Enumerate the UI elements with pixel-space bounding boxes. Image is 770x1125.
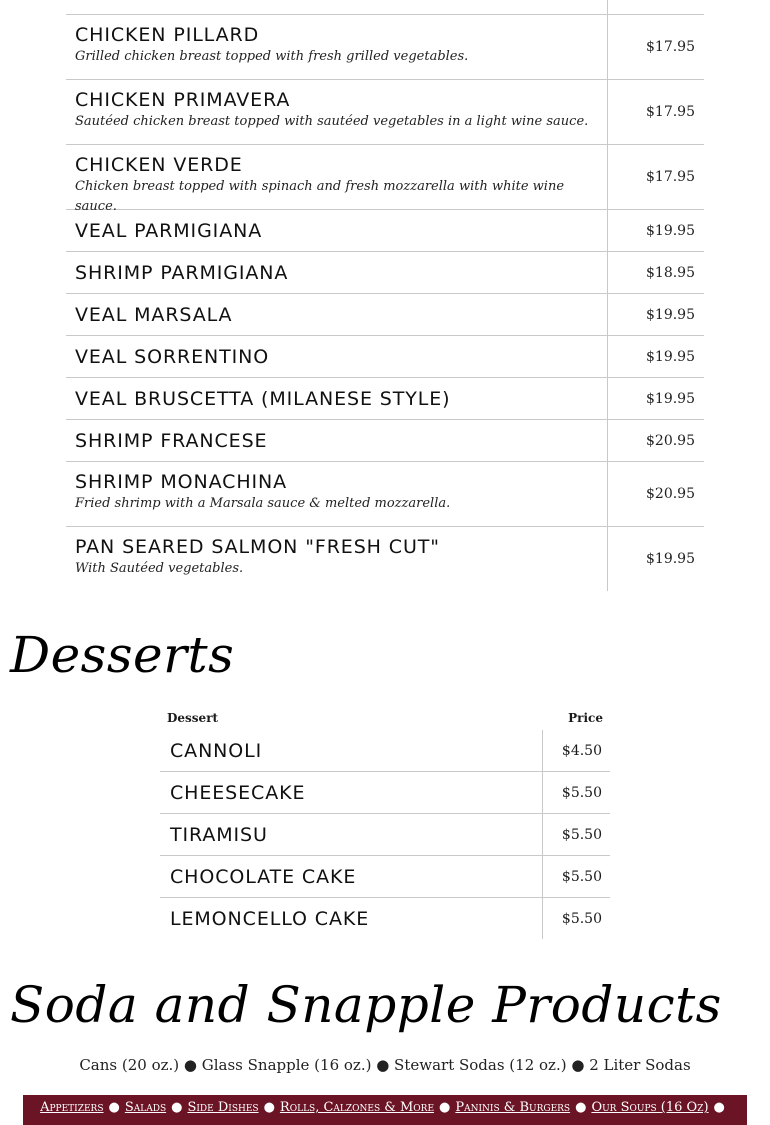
menu-item-name-cell xyxy=(66,252,608,293)
dessert-name: TIRAMISU xyxy=(170,823,268,846)
price-column-header: Price xyxy=(568,711,603,725)
dessert-name-cell xyxy=(160,730,543,771)
menu-item-name: SHRIMP FRANCESE xyxy=(75,429,268,452)
dessert-row xyxy=(160,730,610,771)
menu-item-price: $19.95 xyxy=(646,306,695,323)
menu-item-price: $20.95 xyxy=(646,432,695,449)
menu-item-name-cell xyxy=(66,15,608,79)
menu-item-name: VEAL BRUSCETTA (MILANESE STYLE) xyxy=(75,387,451,410)
dessert-name: CHEESECAKE xyxy=(170,781,306,804)
menu-item-price: $17.95 xyxy=(646,39,695,55)
desserts-heading: Desserts xyxy=(10,626,235,684)
nav-separator: ● xyxy=(171,1100,183,1115)
dessert-row xyxy=(160,897,610,939)
menu-item-name: VEAL PARMIGIANA xyxy=(75,219,263,242)
menu-item-name: VEAL SORRENTINO xyxy=(75,345,270,368)
dessert-row xyxy=(160,855,610,897)
dessert-row xyxy=(160,771,610,813)
menu-item-row xyxy=(66,526,704,591)
menu-item-name-cell xyxy=(66,420,608,461)
menu-item-name: SHRIMP MONACHINA xyxy=(75,471,288,493)
menu-item-row xyxy=(66,377,704,419)
menu-item-description: Grilled chicken breast topped with fresh grilled vegetables. xyxy=(75,49,469,64)
menu-item-price: $17.95 xyxy=(646,169,695,185)
menu-item-name: CHICKEN VERDE xyxy=(75,154,243,176)
menu-item-row xyxy=(66,14,704,79)
dessert-name: CANNOLI xyxy=(170,739,263,762)
menu-item-description: With Sautéed vegetables. xyxy=(75,561,244,576)
menu-item-name-cell xyxy=(66,527,608,591)
dessert-name: LEMONCELLO CAKE xyxy=(170,907,370,930)
soda-heading: Soda and Snapple Products xyxy=(10,976,722,1034)
nav-link-side-dishes[interactable]: Side Dishes xyxy=(187,1100,259,1115)
menu-item-row xyxy=(66,293,704,335)
nav-separator: ● xyxy=(713,1100,725,1115)
menu-item-description: Fried shrimp with a Marsala sauce & melted mozzarella. xyxy=(75,496,451,511)
menu-item-description: Sautéed chicken breast topped with sautéed vegetables in a light wine sauce. xyxy=(75,114,589,129)
nav-link-our-soups-16-oz[interactable]: Our Soups (16 Oz) xyxy=(591,1100,709,1115)
menu-item-name: PAN SEARED SALMON "FRESH CUT" xyxy=(75,536,440,558)
nav-separator: ● xyxy=(439,1100,451,1115)
menu-item-name-cell xyxy=(66,336,608,377)
menu-item-price: $17.95 xyxy=(646,104,695,120)
dessert-price: $5.50 xyxy=(561,826,602,843)
menu-item-name-cell xyxy=(66,145,608,214)
menu-item-price xyxy=(608,0,704,14)
menu-item-row xyxy=(66,209,704,251)
dessert-column-header: Dessert xyxy=(167,711,219,725)
menu-item-price: $19.95 xyxy=(646,348,695,365)
menu-item-name: CHICKEN PILLARD xyxy=(75,24,260,46)
menu-item-name: SHRIMP PARMIGIANA xyxy=(75,261,289,284)
menu-item-description: Chicken breast topped with spinach and fresh mozzarella with white wine sauce. xyxy=(75,179,565,214)
desserts-table xyxy=(160,706,610,939)
desserts-table-header xyxy=(160,706,610,730)
nav-separator: ● xyxy=(575,1100,587,1115)
menu-item-row xyxy=(66,251,704,293)
dessert-name-cell xyxy=(160,898,543,939)
menu-item-price: $18.95 xyxy=(646,264,695,281)
soda-products-line: Cans (20 oz.) ● Glass Snapple (16 oz.) ● Stewart Sodas (12 oz.) ● 2 Liter Sodas xyxy=(79,1056,691,1074)
menu-item-row xyxy=(66,419,704,461)
bottom-category-nav xyxy=(23,1095,747,1125)
menu-item-row xyxy=(66,335,704,377)
menu-item-name-cell xyxy=(66,0,608,14)
menu-item-price: $20.95 xyxy=(646,486,695,502)
dessert-name-cell xyxy=(160,814,543,855)
dessert-price: $4.50 xyxy=(561,742,602,759)
menu-item-name-cell xyxy=(66,378,608,419)
menu-item-price: $19.95 xyxy=(646,222,695,239)
menu-item-row xyxy=(66,79,704,144)
menu-item-row xyxy=(66,461,704,526)
nav-link-paninis-burgers[interactable]: Paninis & Burgers xyxy=(455,1100,571,1115)
dessert-row xyxy=(160,813,610,855)
menu-item-name: VEAL MARSALA xyxy=(75,303,233,326)
dessert-price: $5.50 xyxy=(561,784,602,801)
nav-separator: ● xyxy=(108,1100,120,1115)
menu-item-name-cell xyxy=(66,80,608,144)
dessert-name-cell xyxy=(160,772,543,813)
dessert-name-cell xyxy=(160,856,543,897)
menu-item-name-cell xyxy=(66,462,608,526)
nav-separator: ● xyxy=(263,1100,275,1115)
menu-item-price: $19.95 xyxy=(646,551,695,567)
menu-item-row xyxy=(66,144,704,214)
dessert-price: $5.50 xyxy=(561,910,602,927)
menu-item-price: $19.95 xyxy=(646,390,695,407)
nav-link-rolls-calzones-more[interactable]: Rolls, Calzones & More xyxy=(279,1100,435,1115)
menu-item-name-cell xyxy=(66,294,608,335)
nav-link-appetizers[interactable]: Appetizers xyxy=(40,1100,104,1115)
menu-item-row xyxy=(66,0,704,14)
nav-link-salads[interactable]: Salads xyxy=(124,1100,167,1115)
menu-item-name-cell xyxy=(66,210,608,251)
dessert-price: $5.50 xyxy=(561,868,602,885)
menu-item-name: CHICKEN PRIMAVERA xyxy=(75,89,291,111)
dessert-name: CHOCOLATE CAKE xyxy=(170,865,357,888)
entrees-table xyxy=(66,0,704,591)
